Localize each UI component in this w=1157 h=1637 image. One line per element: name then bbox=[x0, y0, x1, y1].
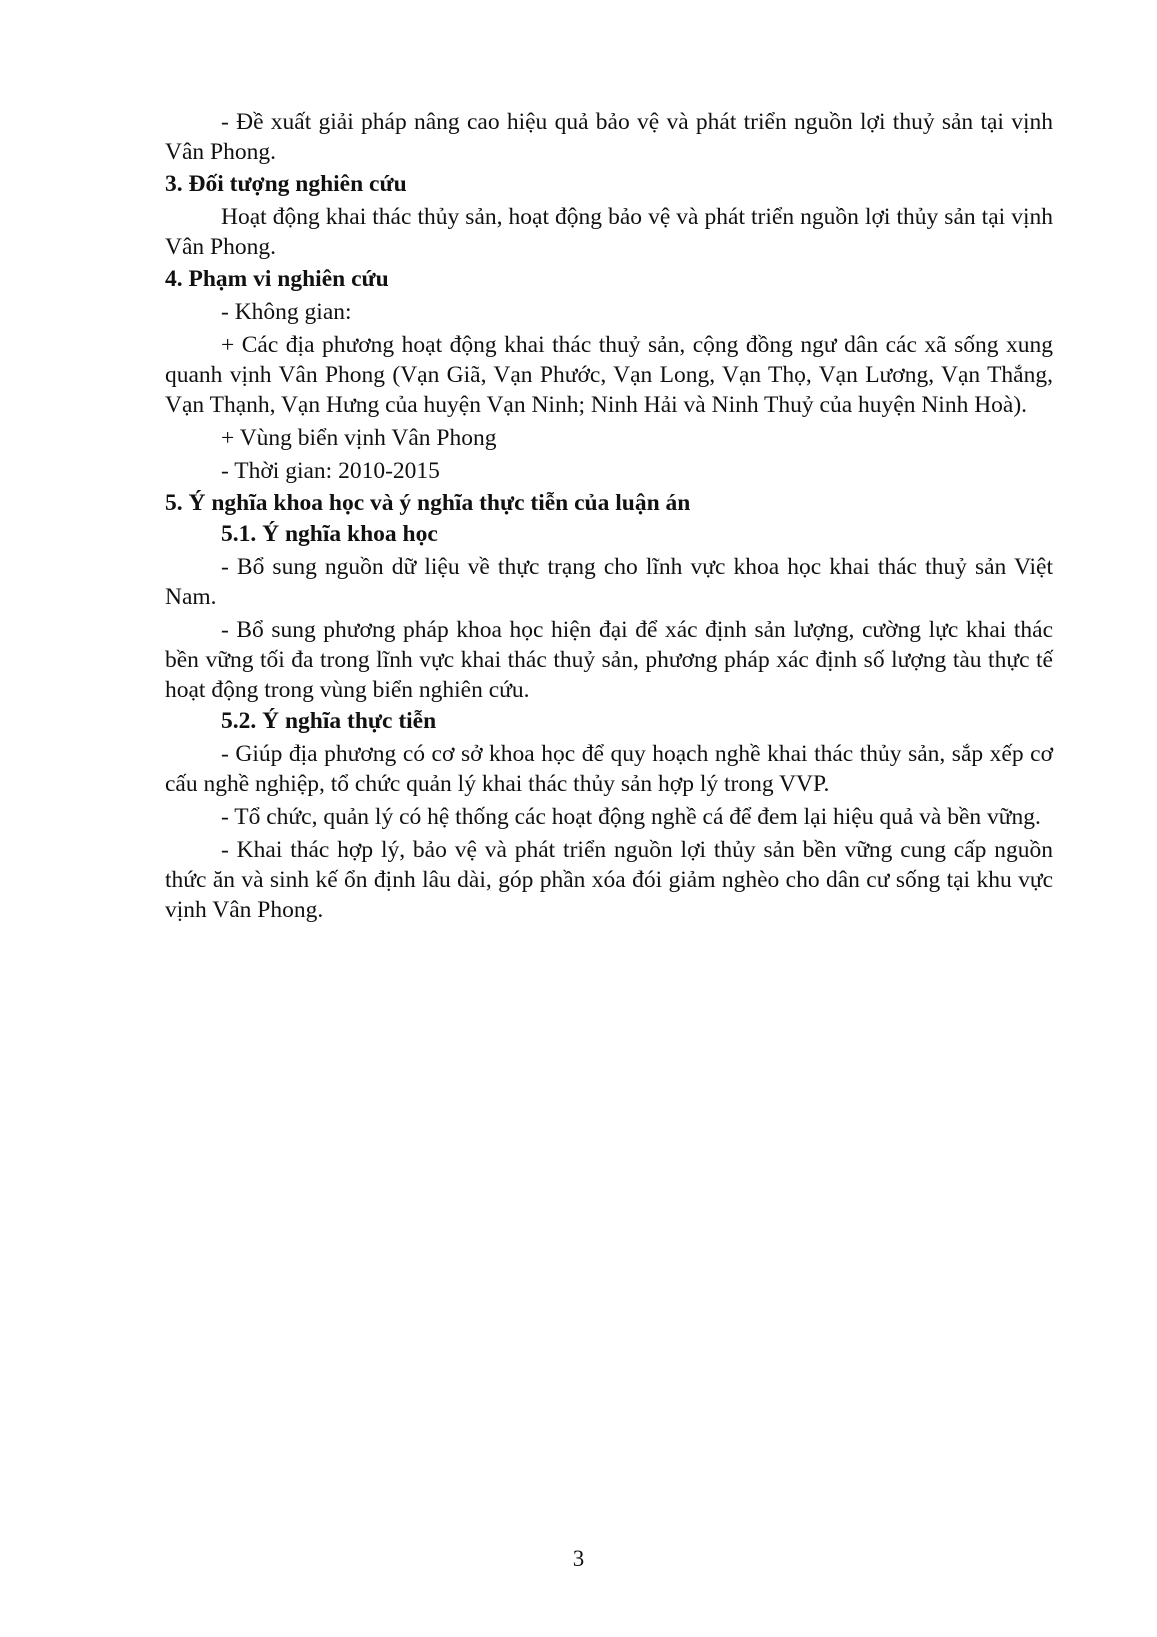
heading-significance: 5. Ý nghĩa khoa học và ý nghĩa thực tiễn của luận án bbox=[165, 490, 691, 516]
subheading-scientific-significance: 5.1. Ý nghĩa khoa học bbox=[221, 521, 438, 547]
paragraph-proposal: - Đề xuất giải pháp nâng cao hiệu quả bảo vệ và phát triển nguồn lợi thuỷ sản tại vịnh Vân Phong. bbox=[165, 109, 1053, 165]
paragraph-scientific-1: - Bổ sung nguồn dữ liệu về thực trạng cho lĩnh vực khoa học khai thác thuỷ sản Việt Nam. bbox=[165, 554, 1053, 610]
paragraph-space: - Không gian: bbox=[221, 299, 352, 325]
paragraph-practical-1: - Giúp địa phương có cơ sở khoa học để quy hoạch nghề khai thác thủy sản, sắp xếp cơ cấu nghề nghiệp, tổ chức quản lý khai thác thủy sản hợp lý trong VVP. bbox=[165, 741, 1053, 797]
subheading-practical-significance: 5.2. Ý nghĩa thực tiễn bbox=[221, 708, 437, 734]
paragraph-time: - Thời gian: 2010-2015 bbox=[221, 458, 440, 484]
paragraph-practical-2: - Tổ chức, quản lý có hệ thống các hoạt động nghề cá để đem lại hiệu quả và bền vững. bbox=[221, 804, 1041, 830]
paragraph-practical-3: - Khai thác hợp lý, bảo vệ và phát triển nguồn lợi thủy sản bền vững cung cấp nguồn thức ăn và sinh kế ổn định lâu dài, góp phần xóa đói giảm nghèo cho dân cư sống tại khu vực vịnh Vân Phong. bbox=[165, 837, 1053, 923]
paragraph-research-object: Hoạt động khai thác thủy sản, hoạt động bảo vệ và phát triển nguồn lợi thủy sản tại vịnh Vân Phong. bbox=[165, 204, 1053, 260]
paragraph-sea-area: + Vùng biển vịnh Vân Phong bbox=[221, 425, 497, 451]
paragraph-localities: + Các địa phương hoạt động khai thác thuỷ sản, cộng đồng ngư dân các xã sống xung quanh vịnh Vân Phong (Vạn Giã, Vạn Phước, Vạn Long, Vạn Thọ, Vạn Lương, Vạn Thắng, Vạn Thạnh, Vạn Hưng của huyện Vạn Ninh; Ninh Hải và Ninh Thuỷ của huyện Ninh Hoà). bbox=[165, 332, 1053, 418]
page-number: 3 bbox=[572, 1546, 585, 1571]
paragraph-scientific-2: - Bổ sung phương pháp khoa học hiện đại để xác định sản lượng, cường lực khai thác bền vững tối đa trong lĩnh vực khai thác thuỷ sản, phương pháp xác định số lượng tàu thực tế hoạt động trong vùng biển nghiên cứu. bbox=[165, 617, 1053, 703]
document-body bbox=[165, 104, 1053, 925]
heading-research-object: 3. Đối tượng nghiên cứu bbox=[165, 171, 407, 197]
heading-research-scope: 4. Phạm vi nghiên cứu bbox=[165, 266, 389, 292]
